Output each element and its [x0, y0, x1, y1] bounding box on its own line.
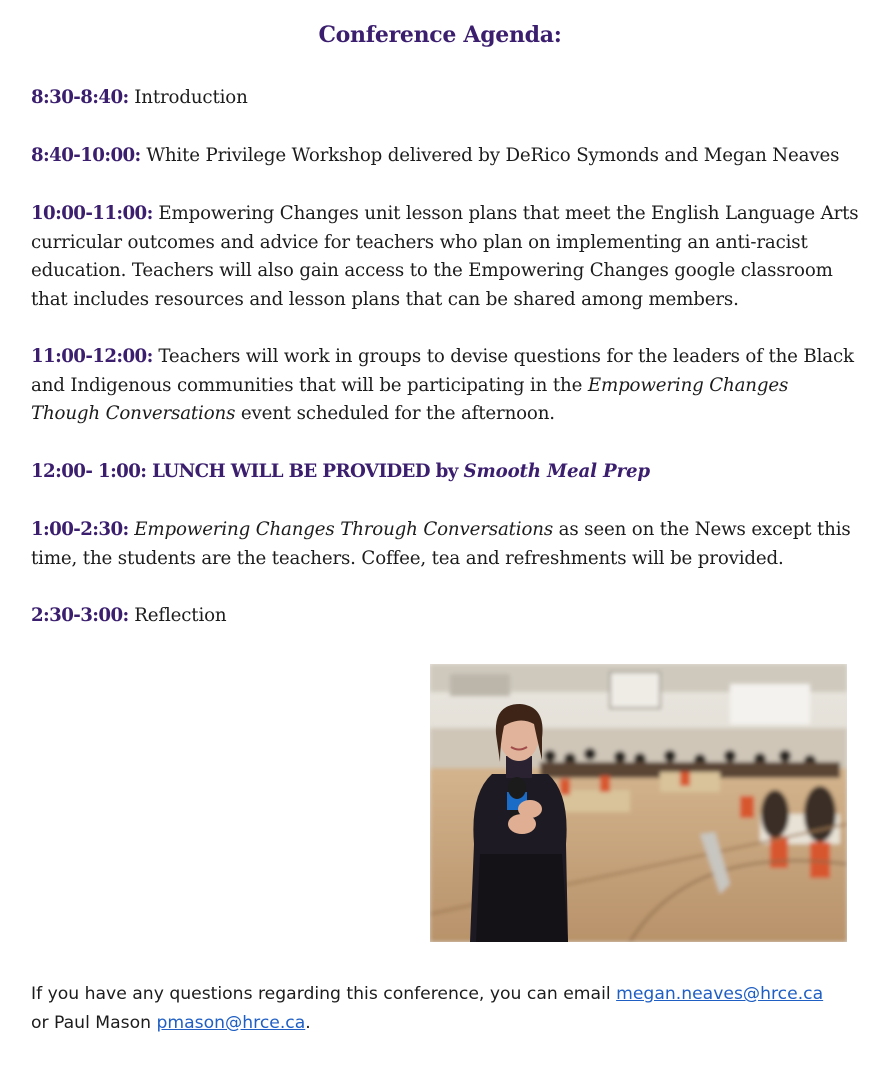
- reporter-photo: [430, 664, 847, 942]
- agenda-event-name: Empowering Changes Though Conversations: [31, 374, 789, 425]
- agenda-text: Introduction: [128, 87, 248, 108]
- agenda-time: 11:00-12:00:: [31, 346, 153, 367]
- contact-period: .: [305, 1012, 311, 1033]
- agenda-item-lunch: [31, 458, 861, 487]
- agenda-time: 8:30-8:40:: [31, 87, 129, 108]
- lunch-provider: Smooth Meal Prep: [463, 461, 650, 482]
- agenda-text-after: event scheduled for the afternoon.: [235, 403, 555, 425]
- email-link-paul[interactable]: pmason@hrce.ca: [156, 1012, 306, 1033]
- agenda-text-after: as seen on the News except this time, the students are the teachers. Coffee, tea and refreshments will be provided.: [31, 519, 851, 569]
- contact-text: or Paul Mason: [31, 1012, 157, 1033]
- agenda-item-intro: [31, 84, 861, 113]
- reporter-in-gymnasium-photo-icon: [430, 664, 847, 942]
- agenda-item-reflection: [31, 602, 861, 631]
- agenda-item-group-work: [31, 343, 861, 429]
- agenda-time: 12:00- 1:00: LUNCH WILL BE PROVIDED by: [31, 461, 464, 482]
- agenda-time: 2:30-3:00:: [31, 605, 129, 626]
- page-title: Conference Agenda:: [318, 22, 562, 48]
- agenda-event-name: Empowering Changes Through Conversations: [134, 519, 554, 540]
- agenda-item-conversations: [31, 516, 861, 573]
- email-link-megan[interactable]: megan.neaves@hrce.ca: [616, 984, 824, 1004]
- contact-paragraph: [31, 980, 871, 1037]
- agenda-time: 10:00-11:00:: [31, 203, 153, 224]
- agenda-time: 1:00-2:30:: [31, 519, 129, 540]
- agenda-text: Reflection: [128, 605, 227, 626]
- agenda-text: Teachers will work in groups to devise questions for the leaders of the Black and Indigenous communities that will be participating in the: [31, 346, 854, 396]
- agenda-item-lesson-plans: [31, 200, 861, 315]
- contact-text: If you have any questions regarding this conference, you can email: [31, 984, 617, 1004]
- agenda-time: 8:40-10:00:: [31, 145, 141, 166]
- agenda-item-workshop: [31, 142, 861, 171]
- agenda-text: Empowering Changes unit lesson plans that meet the English Language Arts curricular outcomes and advice for teachers who plan on implementing an anti-racist education. Teachers will also gain access to the Empowering Changes google classroom that includes resources and lesson plans that can be shared among members.: [31, 203, 859, 311]
- agenda-text: White Privilege Workshop delivered by DeRico Symonds and Megan Neaves: [140, 145, 840, 166]
